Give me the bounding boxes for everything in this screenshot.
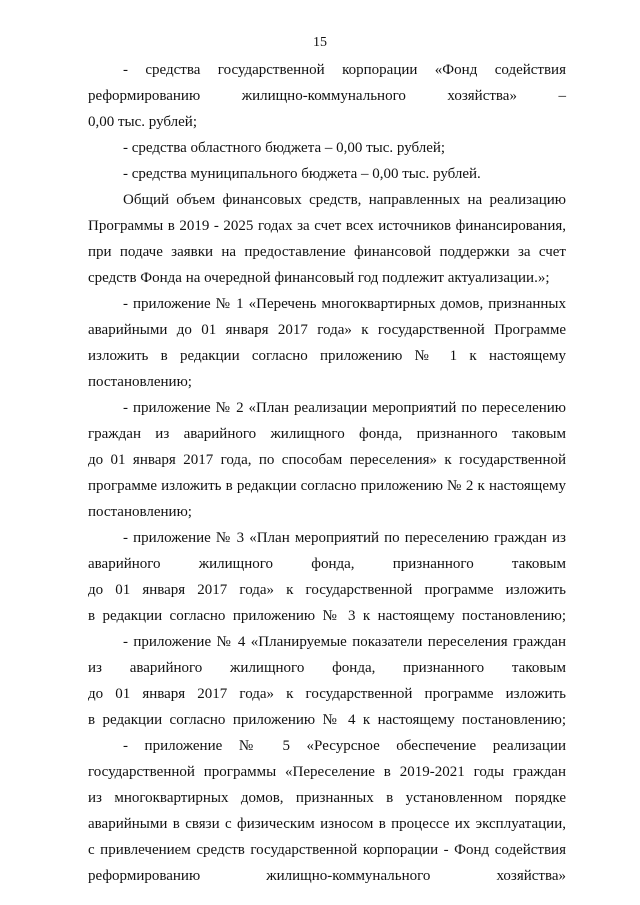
text-line: до 01 января 2017 года» к государственной программе изложить <box>88 686 566 702</box>
text-line: с привлечением средств государственной корпорации - Фонд содействия <box>88 842 566 858</box>
text-line: из аварийного жилищного фонда, признанного таковым <box>88 660 566 676</box>
text-line: - приложение № 5 «Ресурсное обеспечение реализации <box>123 738 566 754</box>
text-line: изложить в редакции согласно приложению № 1 к настоящему <box>88 348 566 364</box>
text-line: постановлению; <box>88 504 192 520</box>
text-line: аварийными до 01 января 2017 года» к государственной Программе <box>88 322 566 338</box>
text-line: - приложение № 1 «Перечень многоквартирных домов, признанных <box>123 296 566 312</box>
page-number: 15 <box>313 35 327 50</box>
text-line: Программы в 2019 - 2025 годах за счет всех источников финансирования, <box>88 218 566 234</box>
text-line: из многоквартирных домов, признанных в установленном порядке <box>88 790 566 806</box>
text-line: Общий объем финансовых средств, направленных на реализацию <box>123 192 566 208</box>
text-line: при подаче заявки на предоставление финансовой поддержки за счет <box>88 244 566 260</box>
text-line: до 01 января 2017 года, по способам переселения» к государственной <box>88 452 566 468</box>
text-line: - средства государственной корпорации «Фонд содействия <box>123 62 566 78</box>
text-line: реформированию жилищно-коммунального хозяйства» – <box>88 88 566 104</box>
text-line: в редакции согласно приложению № 3 к настоящему постановлению; <box>88 608 566 624</box>
text-line: аварийными в связи с физическим износом в процессе их эксплуатации, <box>88 816 566 832</box>
text-line: до 01 января 2017 года» к государственной программе изложить <box>88 582 566 598</box>
text-line: в редакции согласно приложению № 4 к настоящему постановлению; <box>88 712 566 728</box>
text-line: государственной программы «Переселение в 2019-2021 годы граждан <box>88 764 566 780</box>
text-line: реформированию жилищно-коммунального хозяйства» <box>88 868 566 884</box>
text-line: - средства областного бюджета – 0,00 тыс. рублей; <box>123 140 446 156</box>
text-line: - средства муниципального бюджета – 0,00 тыс. рублей. <box>123 166 481 182</box>
text-line: программе изложить в редакции согласно приложению № 2 к настоящему <box>88 478 566 494</box>
text-line: средств Фонда на очередной финансовый год подлежит актуализации.»; <box>88 270 550 286</box>
text-line: - приложение № 3 «План мероприятий по переселению граждан из <box>123 530 566 546</box>
text-line: постановлению; <box>88 374 192 390</box>
text-line: аварийного жилищного фонда, признанного таковым <box>88 556 566 572</box>
text-line: граждан из аварийного жилищного фонда, признанного таковым <box>88 426 566 442</box>
text-line: - приложение № 4 «Планируемые показатели переселения граждан <box>123 634 566 650</box>
text-line: 0,00 тыс. рублей; <box>88 114 197 130</box>
text-line: - приложение № 2 «План реализации мероприятий по переселению <box>123 400 566 416</box>
